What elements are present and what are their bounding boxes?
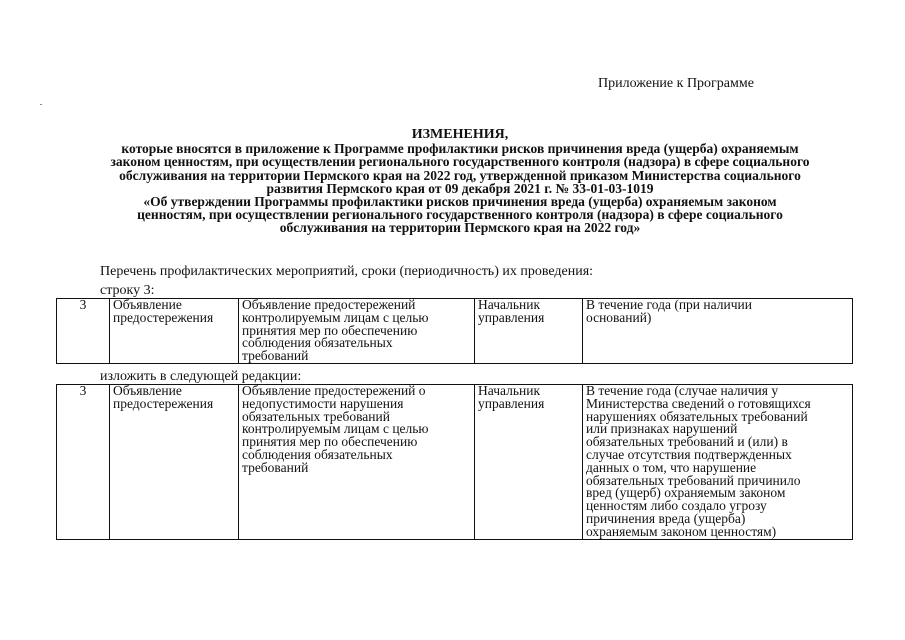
cell-line: случае отсутствия подтвержденных xyxy=(586,446,792,462)
cell-line: нарушениях обязательных требований xyxy=(586,408,808,424)
cell-line: В течение года (при наличии xyxy=(586,297,752,312)
row-number: 3 xyxy=(57,385,110,540)
cell-line: Объявление xyxy=(113,383,182,398)
cell-line: причинения вреда (ущерба) xyxy=(586,510,746,526)
heading-line: развития Пермского края от 09 декабря 2021 г. № 33-01-03-1019 xyxy=(266,180,654,196)
intro-text: Перечень профилактических мероприятий, сроки (периодичность) их проведения: xyxy=(100,264,594,279)
period-cell xyxy=(583,299,853,364)
period-cell xyxy=(583,385,853,540)
cell-line: недопустимости нарушения xyxy=(242,395,404,411)
cell-line: требований xyxy=(242,348,309,364)
cell-line: соблюдения обязательных xyxy=(242,446,393,462)
scan-speck xyxy=(40,104,42,105)
table-row xyxy=(57,299,853,364)
cell-line: Объявление предостережений xyxy=(242,297,416,312)
cell-line: контролируемым лицам с целью xyxy=(242,309,429,325)
cell-line: Начальник xyxy=(478,383,541,398)
cell-line: обязательных требований причинило xyxy=(586,472,801,488)
event-name-cell xyxy=(110,299,239,364)
cell-line: Объявление xyxy=(113,297,182,312)
cell-line: Министерства сведений о готовящихся xyxy=(586,395,811,411)
cell-line: управления xyxy=(478,395,545,411)
cell-line: обязательных требований и (или) в xyxy=(586,434,788,450)
event-name-cell xyxy=(110,385,239,540)
cell-line: охраняемым законом ценностям) xyxy=(586,523,777,539)
event-content-cell xyxy=(239,385,475,540)
cell-line: принятия мер по обеспечению xyxy=(242,434,418,450)
cell-line: оснований) xyxy=(586,309,652,325)
heading-line: ценностям, при осуществлении регионального государственного контроля (надзора) в сфере социального xyxy=(137,207,783,223)
heading-line: «Об утверждении Программы профилактики рисков причинения вреда (ущерба) охраняемым законом xyxy=(143,194,777,210)
cell-line: или признаках нарушений xyxy=(586,421,738,437)
cell-line: обязательных требований xyxy=(242,408,390,424)
responsible-cell xyxy=(475,299,583,364)
new-row-table xyxy=(56,384,853,540)
heading-line: обслуживания на территории Пермского края на 2022 год» xyxy=(279,220,641,236)
cell-line: ценностям либо создало угрозу xyxy=(586,498,767,514)
cell-line: требований xyxy=(242,459,309,475)
cell-line: В течение года (случае наличия у xyxy=(586,383,779,398)
cell-line: контролируемым лицам с целью xyxy=(242,421,429,437)
replace-label: изложить в следующей редакции: xyxy=(100,369,302,384)
cell-line: Объявление предостережений о xyxy=(242,383,426,398)
appendix-label: Приложение к Программе xyxy=(598,76,754,91)
cell-line: предостережения xyxy=(113,309,214,325)
cell-line: принятия мер по обеспечению xyxy=(242,322,418,338)
document-heading xyxy=(40,128,880,235)
heading-line: обслуживания на территории Пермского края на 2022 год, утвержденной приказом Министерства социального xyxy=(119,167,801,183)
table-row xyxy=(57,385,853,540)
cell-line: Начальник xyxy=(478,297,541,312)
event-content-cell xyxy=(239,299,475,364)
heading-title: ИЗМЕНЕНИЯ, xyxy=(411,127,509,142)
cell-line: данных о том, что нарушение xyxy=(586,459,757,475)
row-number: 3 xyxy=(57,299,110,364)
row-label: строку 3: xyxy=(100,283,155,298)
cell-line: вред (ущерб) охраняемым законом xyxy=(586,485,786,501)
cell-line: соблюдения обязательных xyxy=(242,335,393,351)
cell-line: предостережения xyxy=(113,395,214,411)
heading-line: которые вносятся в приложение к Программе профилактики рисков причинения вреда (ущерба) охраняемым xyxy=(121,141,799,157)
old-row-table xyxy=(56,298,853,364)
responsible-cell xyxy=(475,385,583,540)
cell-line: управления xyxy=(478,309,545,325)
heading-line: законом ценностям, при осуществлении регионального государственного контроля (надзора) в сфере социального xyxy=(110,154,810,170)
